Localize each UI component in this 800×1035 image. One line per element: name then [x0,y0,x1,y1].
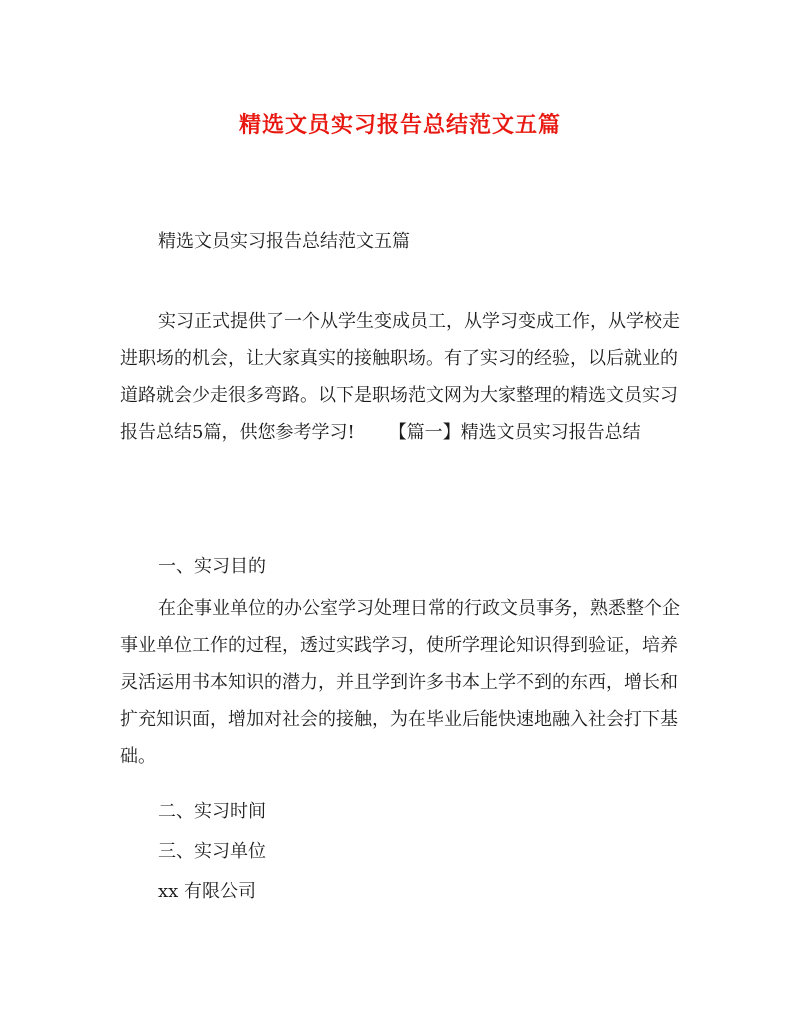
intro-paragraph [120,303,680,451]
section3-heading: 三、实习单位 [158,841,266,862]
section1-heading: 一、实习目的 [158,556,266,577]
section1-body: 在企事业单位的办公室学习处理日常的行政文员事务，熟悉整个企事业单位工作的过程，透过实践学习，使所学理论知识得到验证，培养灵活运用书本知识的潜力，并且学到许多书本上学不到的东西，增长和扩充知识面，增加对社会的接触，为在毕业后能快速地融入社会打下基础。 [120,598,680,767]
company-name: xx 有限公司 [158,881,257,902]
section2-heading: 二、实习时间 [158,801,266,822]
intro-main-text: 实习正式提供了一个从学生变成员工，从学习变成工作，从学校走进职场的机会，让大家真实的接触职场。有了实习的经验，以后就业的道路就会少走很多弯路。以下是职场范文网为大家整理的精选文员实习报告总结5篇，供您参考学习! [120,311,680,443]
document-subtitle: 精选文员实习报告总结范文五篇 [158,231,410,252]
document-title: 精选文员实习报告总结范文五篇 [238,112,561,138]
intro-tail-text: 【篇一】精选文员实习报告总结 [388,422,641,443]
